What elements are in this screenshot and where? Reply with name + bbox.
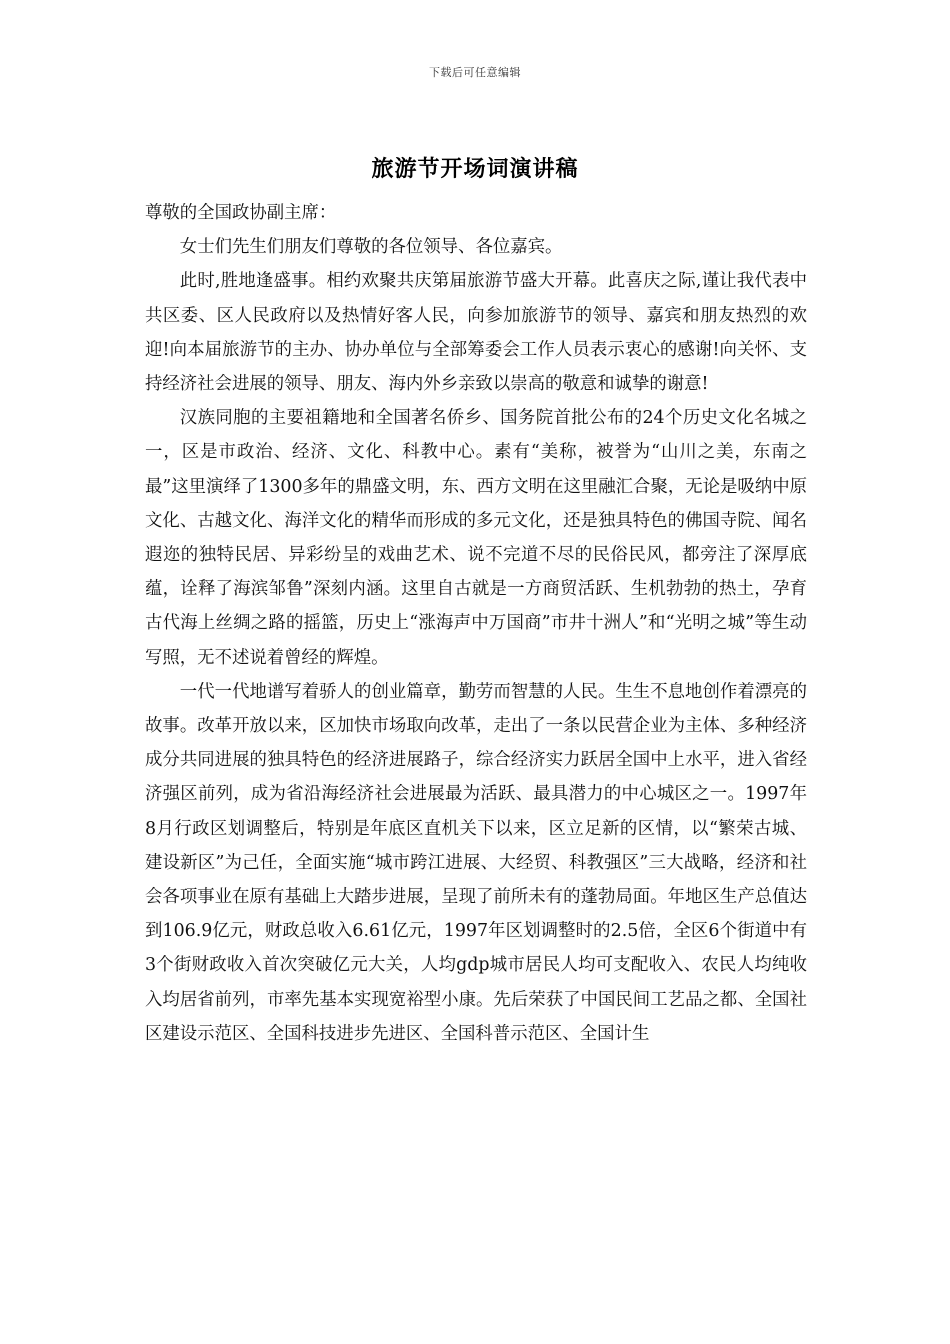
paragraph-welcome: 此时,胜地逢盛事。相约欢聚共庆第届旅游节盛大开幕。此喜庆之际,谨让我代表中共区委、区人民政府以及热情好客人民，向参加旅游节的领导、嘉宾和朋友热烈的欢迎!向本届旅游节的主办、协办单位与全部筹委会工作人员表示衷心的感谢!向关怀、支持经济社会进展的领导、朋友、海内外乡亲致以崇高的敬意和诚挚的谢意! xyxy=(145,271,807,395)
paragraph-development: 一代一代地谱写着骄人的创业篇章，勤劳而智慧的人民。生生不息地创作着漂亮的故事。改革开放以来，区加快市场取向改革，走出了一条以民营企业为主体、多种经济成分共同进展的独具特色的经济进展路子，综合经济实力跃居全国中上水平，进入省经济强区前列，成为省沿海经济社会进展最为活跃、最具潜力的中心城区之一。1997年8月行政区划调整后，特别是年底区直机关下以来，区立足新的区情，以“繁荣古城、建设新区”为己任，全面实施“城市跨江进展、大经贸、科教强区”三大战略，经济和社会各项事业在原有基础上大踏步进展，呈现了前所未有的蓬勃局面。年地区生产总值达到106.9亿元，财政总收入6.61亿元，1997年区划调整时的2.5倍，全区6个街道中有3个街财政收入首次突破亿元大关，人均gdp城市居民人均可支配收入、农民人均纯收入均居省前列，市率先基本实现宽裕型小康。先后荣获了中国民间工艺品之都、全国社区建设示范区、全国科技进步先进区、全国科普示范区、全国计生 xyxy=(145,681,807,1044)
paragraph-greeting: 女士们先生们朋友们尊敬的各位领导、各位嘉宾。 xyxy=(179,237,563,258)
document-title: 旅游节开场词演讲稿 xyxy=(371,156,579,182)
document-body xyxy=(145,196,807,1051)
header-note: 下载后可任意编辑 xyxy=(429,66,521,79)
salutation: 尊敬的全国政协副主席： xyxy=(145,203,337,223)
paragraph-history: 汉族同胞的主要祖籍地和全国著名侨乡、国务院首批公布的24个历史文化名城之一，区是市政治、经济、文化、科教中心。素有“美称，被誉为“山川之美，东南之最”这里演绎了1300多年的鼎盛文明，东、西方文明在这里融汇合聚，无论是吸纳中原文化、古越文化、海洋文化的精华而形成的多元文化，还是独具特色的佛国寺院、闻名遐迩的独特民居、异彩纷呈的戏曲艺术、说不完道不尽的民俗民风，都旁注了深厚底蕴，诠释了海滨邹鲁”深刻内涵。这里自古就是一方商贸活跃、生机勃勃的热土，孕育古代海上丝绸之路的摇篮，历史上“涨海声中万国商”市井十洲人”和“光明之城”等生动写照，无不述说着曾经的辉煌。 xyxy=(145,408,807,668)
